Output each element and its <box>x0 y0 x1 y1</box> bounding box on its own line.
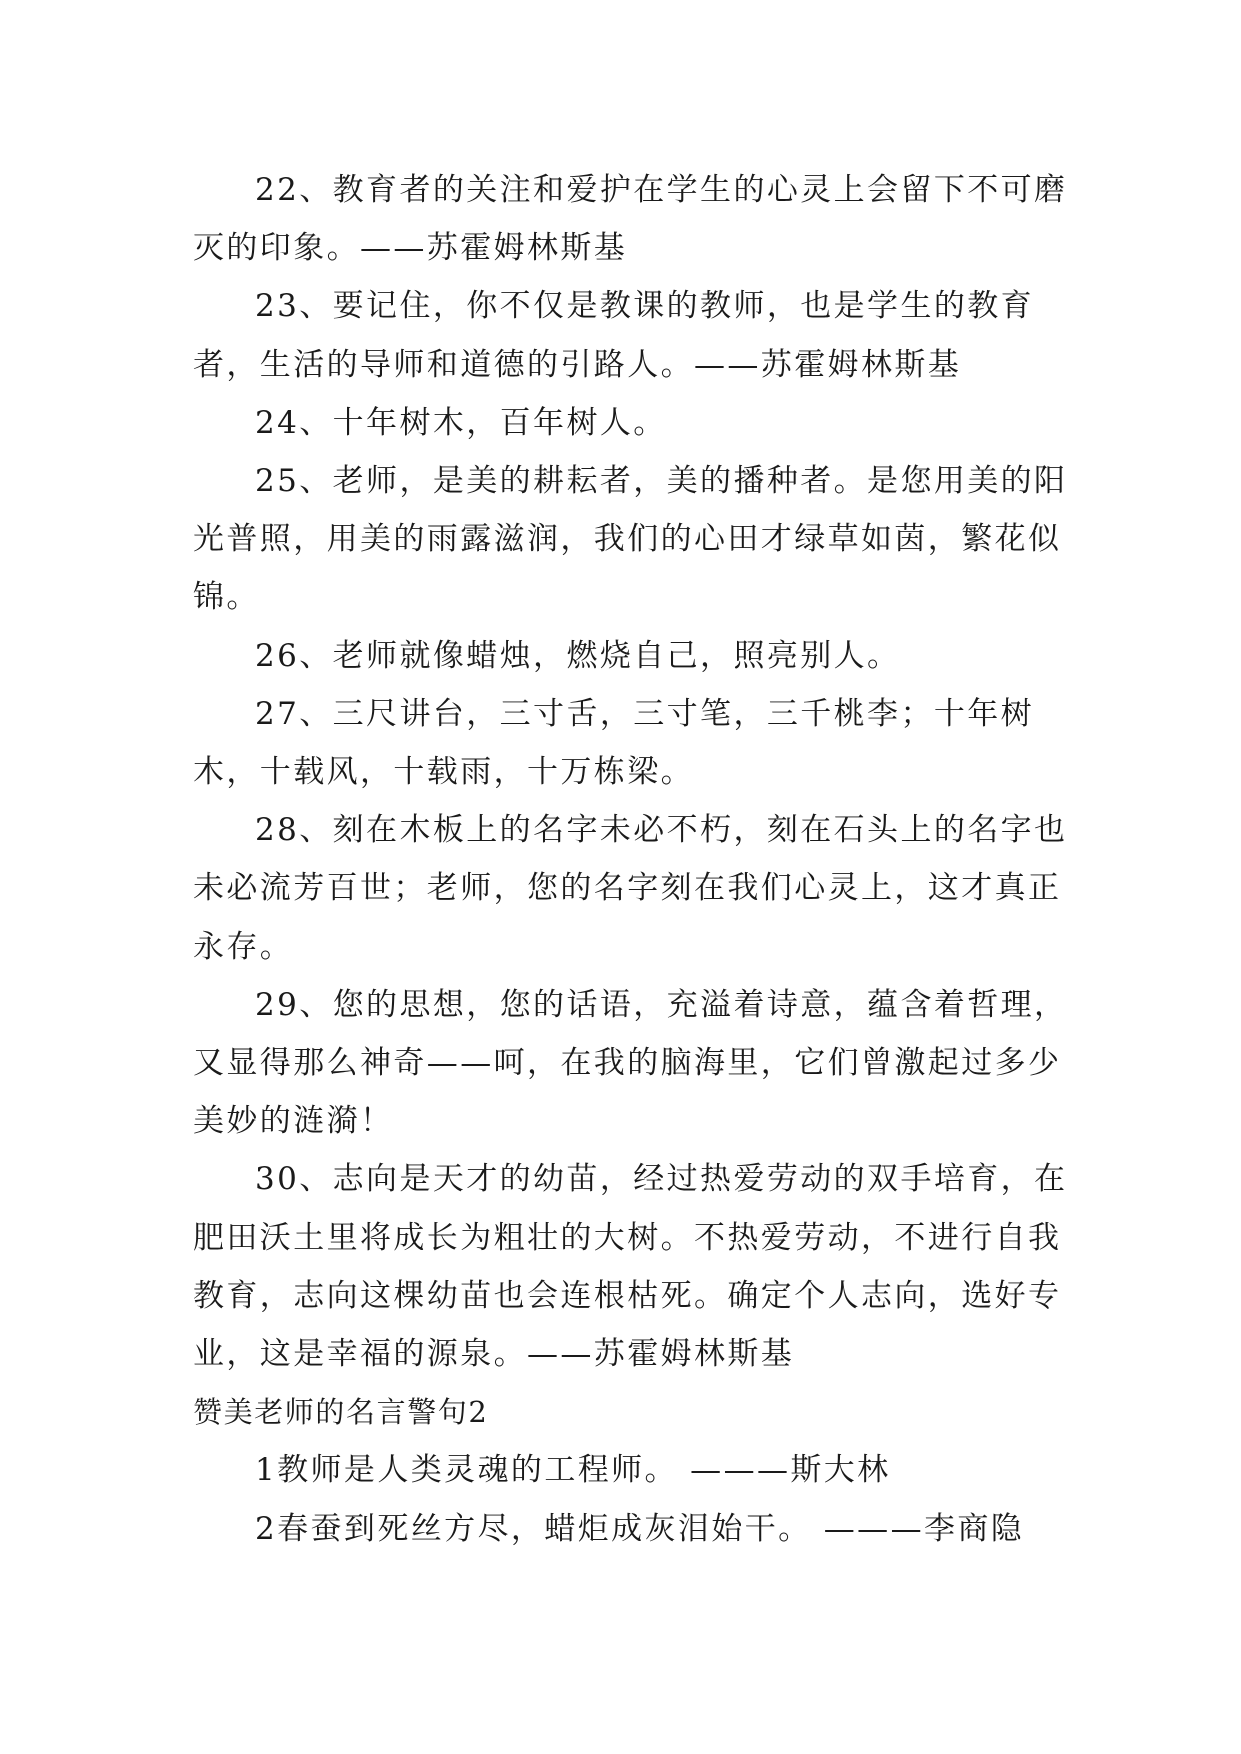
quote-paragraph: 1教师是人类灵魂的工程师。 ———斯大林 <box>255 1452 891 1489</box>
section-heading: 赞美老师的名言警句2 <box>193 1395 489 1430</box>
quote-paragraph: 2春蚕到死丝方尽，蜡炬成灰泪始干。 ———李商隐 <box>255 1510 1025 1547</box>
quote-paragraph: 22、教育者的关注和爱护在学生的心灵上会留下不可磨灭的印象。——苏霍姆林斯基 <box>193 172 1068 267</box>
quote-paragraph: 24、十年树木，百年树人。 <box>255 404 667 441</box>
quote-paragraph: 30、志向是天才的幼苗，经过热爱劳动的双手培育，在肥田沃土里将成长为粗壮的大树。不热爱劳动，不进行自我教育，志向这棵幼苗也会连根枯死。确定个人志向，选好专业，这是幸福的源泉。——苏霍姆林斯基 <box>193 1161 1068 1373</box>
document-body <box>193 161 1073 1558</box>
quote-paragraph: 27、三尺讲台，三寸舌，三寸笔，三千桃李；十年树木，十载风，十载雨，十万栋梁。 <box>193 695 1035 791</box>
quote-paragraph: 28、刻在木板上的名字未必不朽，刻在石头上的名字也未必流芳百世；老师，您的名字刻在我们心灵上，这才真正永存。 <box>193 812 1068 965</box>
quote-paragraph: 29、您的思想，您的话语，充溢着诗意，蕴含着哲理，又显得那么神奇——呵，在我的脑海里，它们曾激起过多少美妙的涟漪！ <box>193 986 1068 1140</box>
quote-paragraph: 23、要记住，你不仅是教课的教师，也是学生的教育者，生活的导师和道德的引路人。——苏霍姆林斯基 <box>193 288 1035 383</box>
quote-paragraph: 26、老师就像蜡烛，燃烧自己，照亮别人。 <box>255 637 901 674</box>
quote-paragraph: 25、老师，是美的耕耘者，美的播种者。是您用美的阳光普照，用美的雨露滋润，我们的心田才绿草如茵，繁花似锦。 <box>193 463 1068 616</box>
